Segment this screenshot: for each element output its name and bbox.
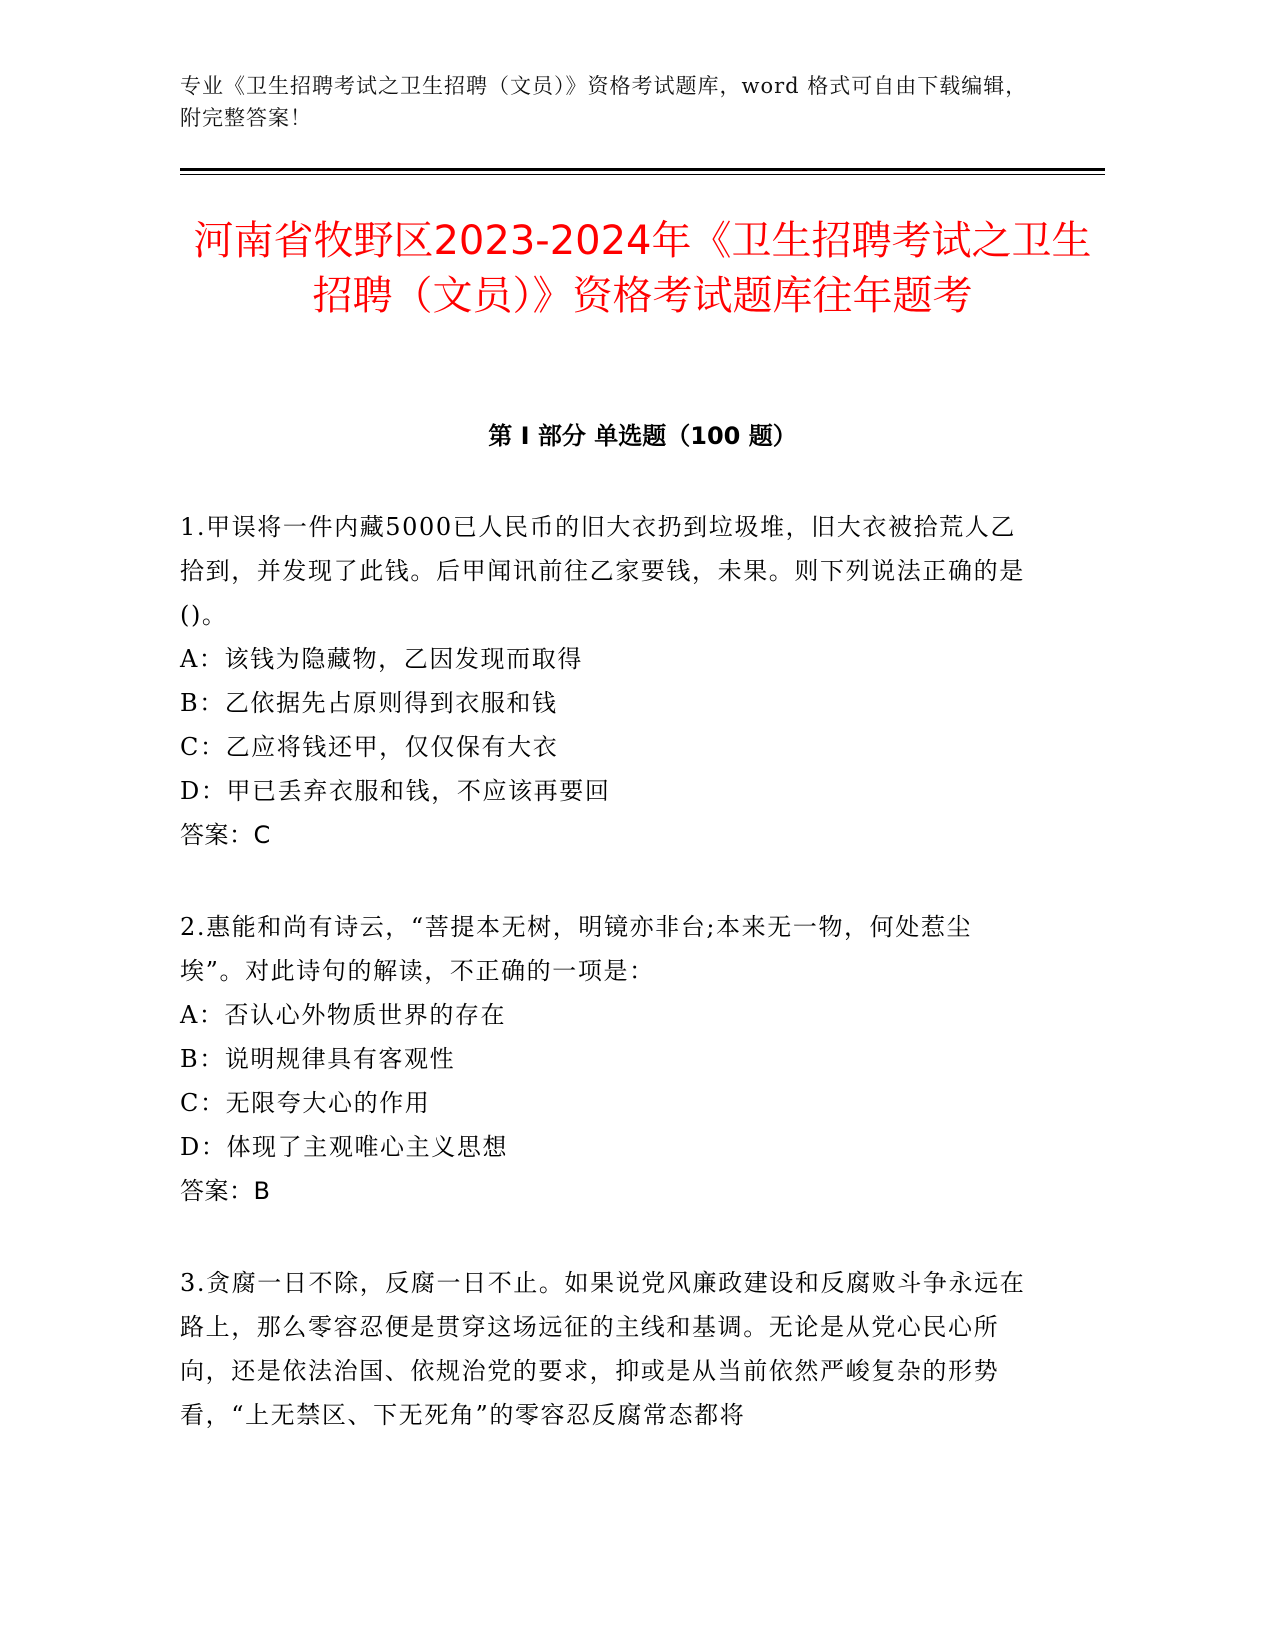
header-note: 专业《卫生招聘考试之卫生招聘（文员）》资格考试题库，word 格式可自由下载编辑，附完整答案！ — [180, 74, 1028, 130]
option-a: A：该钱为隐藏物，乙因发现而取得 — [180, 645, 583, 673]
question-stem: 3.贪腐一日不除，反腐一日不止。如果说党风廉政建设和反腐败斗争永远在路上，那么零容忍便是贯穿这场远征的主线和基调。无论是从党心民心所向，还是依法治国、依规治党的要求，抑或是从当前依然严峻复杂的形势看，“上无禁区、下无死角”的零容忍反腐常态都将 — [180, 1269, 1026, 1429]
answer-label: 答案：B — [180, 1177, 271, 1205]
question-stem: 1.甲误将一件内藏5000已人民币的旧大衣扔到垃圾堆，旧大衣被拾荒人乙拾到，并发现了此钱。后甲闻讯前往乙家要钱，未果。则下列说法正确的是()。 — [180, 513, 1025, 629]
header-divider-thick — [180, 168, 1105, 171]
question-2 — [180, 905, 1030, 1213]
document-title: 河南省牧野区2023-2024年《卫生招聘考试之卫生招聘（文员）》资格考试题库往年题考 — [193, 218, 1092, 319]
option-b: B：说明规律具有客观性 — [180, 1045, 456, 1073]
section-heading: 第 I 部分 单选题（100 题） — [488, 422, 797, 450]
option-a: A：否认心外物质世界的存在 — [180, 1001, 507, 1029]
header-divider-thin — [180, 174, 1105, 175]
option-b: B：乙依据先占原则得到衣服和钱 — [180, 689, 558, 717]
option-c: C：无限夸大心的作用 — [180, 1089, 431, 1117]
question-1 — [180, 505, 1030, 857]
question-list — [180, 505, 1030, 1485]
option-d: D：体现了主观唯心主义思想 — [180, 1133, 509, 1161]
option-d: D：甲已丢弃衣服和钱，不应该再要回 — [180, 777, 611, 805]
question-stem: 2.惠能和尚有诗云，“菩提本无树，明镜亦非台;本来无一物，何处惹尘埃”。对此诗句的解读，不正确的一项是： — [180, 913, 973, 985]
question-3 — [180, 1261, 1030, 1437]
answer-label: 答案：C — [180, 821, 271, 849]
option-c: C：乙应将钱还甲，仅仅保有大衣 — [180, 733, 559, 761]
